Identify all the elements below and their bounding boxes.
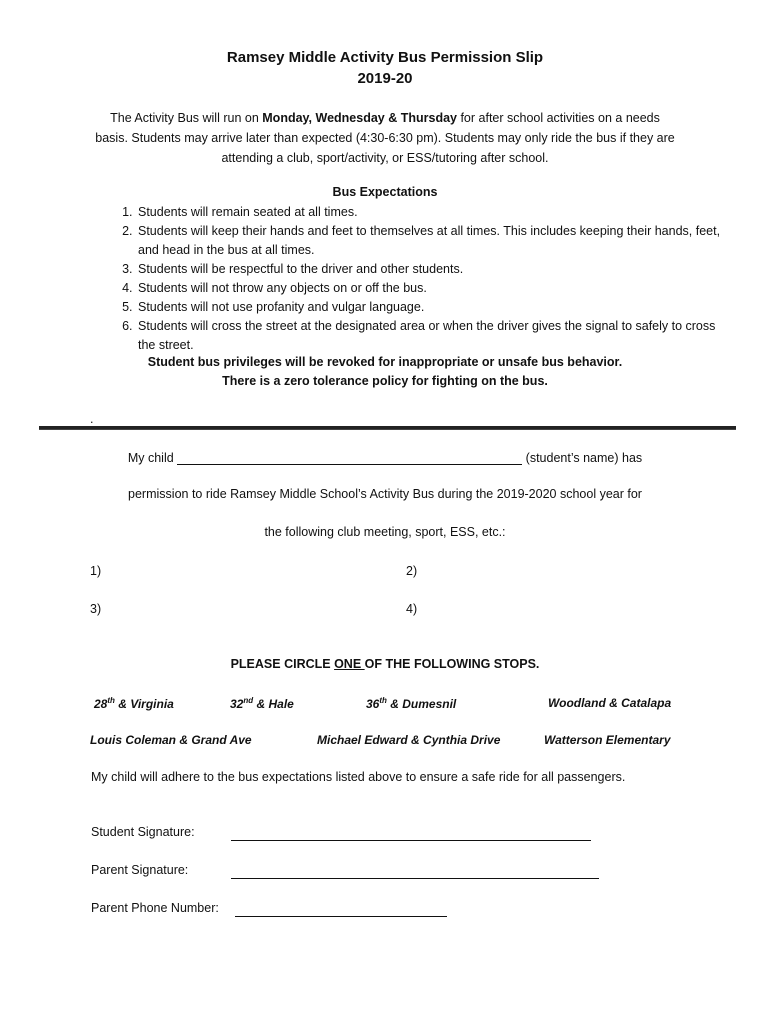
stops-heading-2: OF THE FOLLOWING STOPS. — [364, 657, 540, 671]
stop-street-num: 28 — [94, 697, 108, 711]
stop-option[interactable]: Watterson Elementary — [544, 733, 671, 747]
section-divider — [39, 426, 736, 430]
list-item: 4. Students will not throw any objects on or off the bus. — [136, 279, 736, 298]
stops-heading-1: PLEASE CIRCLE — [230, 657, 335, 671]
stop-option[interactable]: Louis Coleman & Grand Ave — [90, 733, 252, 747]
parent-phone-field[interactable] — [235, 916, 447, 917]
stop-street-name: & Virginia — [114, 697, 174, 711]
stop-street-name: & Hale — [253, 697, 294, 711]
stops-heading — [0, 657, 770, 671]
child-suffix: (student’s name) has — [525, 451, 643, 465]
school-year-subtitle: 2019-20 — [357, 70, 413, 87]
parent-signature-label: Parent Signature: — [91, 863, 189, 877]
list-item: 2. Students will keep their hands and feet to themselves at all times. This includes keeping their hands, feet, and head in the bus at all times. — [136, 222, 736, 260]
stop-option[interactable] — [366, 696, 456, 711]
student-signature-label: Student Signature: — [91, 825, 195, 839]
intro-days: Monday, Wednesday & Thursday — [262, 111, 457, 125]
stop-street-num: 36 — [366, 697, 380, 711]
stop-option[interactable]: Michael Edward & Cynthia Drive — [317, 733, 501, 747]
parent-signature-field[interactable] — [231, 878, 599, 879]
expectations-list — [88, 203, 736, 355]
list-item: 5. Students will not use profanity and vulgar language. — [136, 298, 736, 317]
stray-mark: . — [90, 412, 94, 426]
privilege-warning: Student bus privileges will be revoked for inappropriate or unsafe bus behavior. — [147, 355, 623, 369]
list-item: 6. Students will cross the street at the designated area or when the driver gives the signal to safely to cross the street. — [136, 317, 736, 355]
stop-street-name: Woodland & Catalapa — [548, 696, 672, 710]
intro-text-2: for after school activities on a needs basis. Students may arrive later than expected (4:30-6:30 pm). Students may only ride the bus if they are attending a club, sport/activity, or ESS/tutoring after school. — [95, 111, 675, 165]
stop-ordinal: nd — [243, 696, 254, 705]
stops-heading-one: ONE — [334, 657, 365, 671]
stop-option[interactable] — [548, 696, 671, 710]
stop-street-name: & Dumesnil — [386, 697, 457, 711]
stop-option[interactable] — [94, 696, 174, 711]
stop-ordinal: th — [379, 696, 387, 705]
permission-text: permission to ride Ramsey Middle School’s Activity Bus during the 2019-2020 school year for — [128, 487, 642, 501]
stop-street-num: 32 — [230, 697, 244, 711]
activity-4-label: 4) — [406, 602, 418, 616]
list-item: 3. Students will be respectful to the driver and other students. — [136, 260, 736, 279]
intro-text-1: The Activity Bus will run on — [110, 111, 263, 125]
intro-paragraph — [95, 108, 675, 168]
child-name-line — [0, 450, 770, 465]
agreement-text: My child will adhere to the bus expectations listed above to ensure a safe ride for all passengers. — [91, 770, 626, 784]
following-text: the following club meeting, sport, ESS, etc.: — [264, 525, 506, 539]
activity-2-label: 2) — [406, 564, 418, 578]
expectations-heading: Bus Expectations — [332, 185, 438, 199]
parent-phone-label: Parent Phone Number: — [91, 901, 219, 915]
student-signature-field[interactable] — [231, 840, 591, 841]
child-prefix: My child — [127, 451, 174, 465]
activity-1-label: 1) — [90, 564, 102, 578]
list-item: 1. Students will remain seated at all times. — [136, 203, 736, 222]
zero-tolerance-warning: There is a zero tolerance policy for fighting on the bus. — [222, 374, 548, 388]
student-name-field[interactable] — [177, 450, 522, 465]
page-title: Ramsey Middle Activity Bus Permission Slip — [226, 49, 544, 66]
activity-3-label: 3) — [90, 602, 102, 616]
stop-option[interactable] — [230, 696, 294, 711]
stop-ordinal: th — [107, 696, 115, 705]
